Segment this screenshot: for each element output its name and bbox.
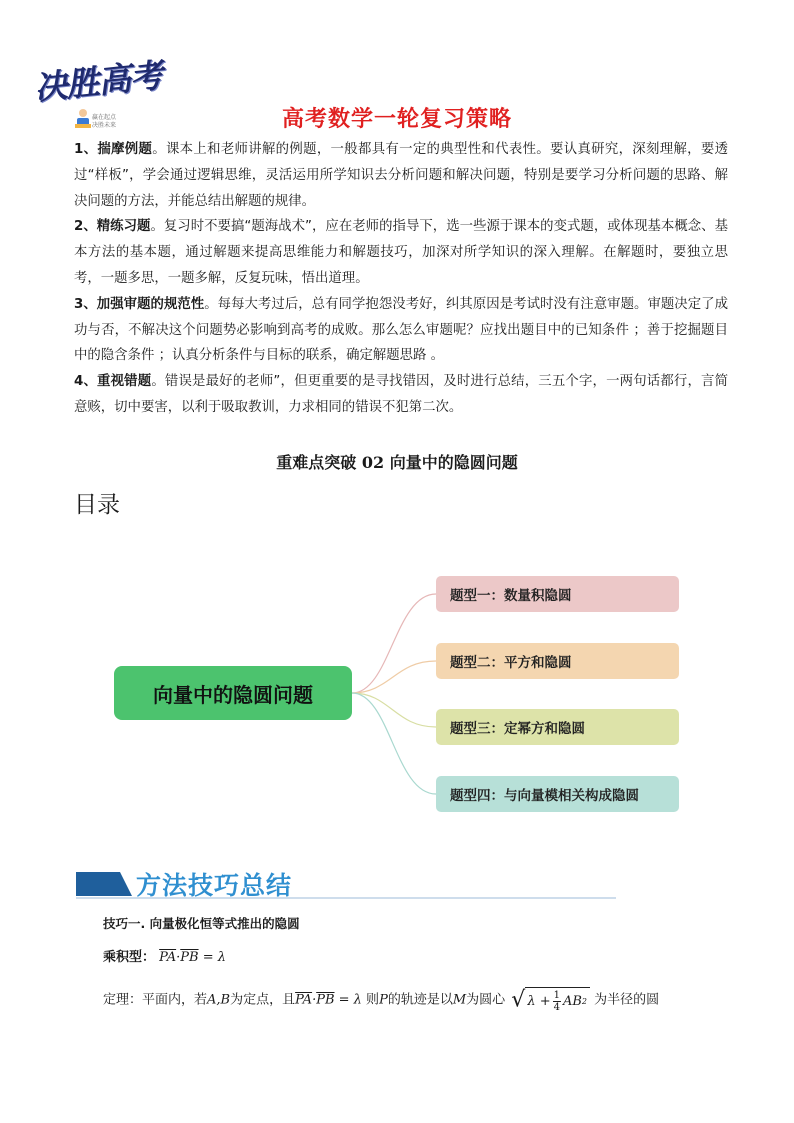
mindmap-leaf-type-1: 题型一：数量积隐圆: [436, 576, 679, 612]
mindmap-leaf-type-3: 题型三：定幂方和隐圆: [436, 709, 679, 745]
document-title: 高考数学一轮复习策略: [281, 107, 512, 132]
logo-subtitle: 赢在起点 决胜未来: [92, 114, 117, 129]
mindmap-leaf-type-2: 题型二：平方和隐圆: [436, 643, 679, 679]
radius-formula: √ λ + $\frac{1}{4}$ AB 2: [511, 987, 590, 1013]
theorem-line: 定理：平面内，若A,B为定点，且$\overline{PA}\cdot\overline{PB} = \lambda$ 则P的轨迹是以M为圆心 √ λ + $\frac{1}{4}$ AB 2 为半径的圆: [103, 987, 660, 1013]
tip-heading: 技巧一. 向量极化恒等式推出的隐圆: [103, 916, 300, 931]
mindmap-center-node: 向量中的隐圆问题: [114, 666, 352, 720]
strategy-paragraph: 2、精练习题。复习时不要搞“题海战术”，应在老师的指导下，选一些源于课本的变式题，或体现基本概念、基本方法的基本题，通过解题来提高思维能力和解题技巧，加深对所学知识的深入理解。在解题时，要独立思考，一题多思，一题多解，反复玩味，悟出道理。: [74, 219, 728, 286]
section-title: 重难点突破 02 向量中的隐圆问题: [276, 453, 518, 472]
toc-title: 目录: [74, 492, 120, 518]
strategy-paragraph: 3、加强审题的规范性。每每大考过后，总有同学抱怨没考好，纠其原因是考试时没有注意审题。审题决定了成功与否，不解决这个问题势必影响到高考的成败。那么怎么审题呢？应找出题目中的已知条件 ；善于挖掘题目中的隐含条件 ；认真分析条件与目标的联系，确定解题思路 。: [74, 296, 728, 364]
product-type-line: 乘积型： $\overline{PA}\cdot\overline{PB} = \lambda$: [103, 950, 226, 965]
strategy-paragraph: 1、揣摩例题。课本上和老师讲解的例题，一般都具有一定的典型性和代表性。要认真研究，深刻理解，要透过“样板”，学会通过逻辑思维，灵活运用所学知识去分析问题和解决问题，特别是要学习分析问题的思路、解决问题的方法，并能总结出解题的规律。: [74, 142, 728, 209]
method-banner-title: 方法技巧总结: [136, 871, 293, 900]
logo-text: 决胜高考: [32, 55, 164, 108]
mindmap-leaf-type-4: 题型四：与向量模相关构成隐圆: [436, 776, 679, 812]
intro-strategies: [74, 137, 728, 421]
strategy-paragraph: 4、重视错题。错误是最好的老师”，但更重要的是寻找错因，及时进行总结，三五个字，一两句话都行，言简意赅，切中要害，以利于吸取教训，力求相同的错误不犯第二次。: [74, 374, 728, 415]
